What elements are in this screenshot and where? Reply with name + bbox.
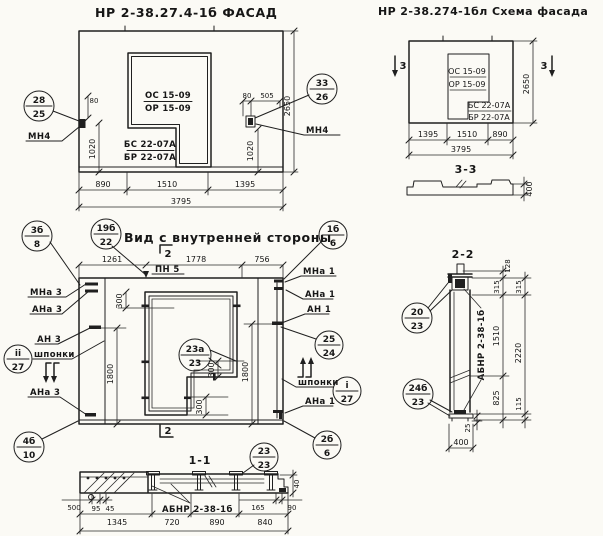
callout-top: 3б	[30, 226, 44, 236]
inner-dim-1800-right: 1800	[241, 361, 250, 383]
s11-dim-45: 45	[105, 505, 115, 513]
s11-right-support	[279, 488, 286, 492]
callout-19b-22	[91, 219, 146, 275]
schema-title: НР 2-38.274-1бл Схема фасада	[378, 5, 589, 18]
svg-text:АБНР 2-38-1б: АБНР 2-38-1б	[162, 505, 233, 515]
s22-base-plate	[449, 414, 473, 418]
facade-dim-3795: 3795	[170, 197, 192, 206]
callout-25-24	[281, 327, 343, 359]
s22-dim-1510: 1510	[492, 325, 501, 347]
inner-dim-1261: 1261	[101, 255, 123, 264]
svg-text:шпонки: шпонки	[298, 378, 339, 388]
section-2-2	[402, 248, 531, 452]
callout-bottom: 24	[322, 349, 336, 359]
callout-top: 33	[315, 79, 329, 89]
s11-dim-165: 165	[251, 504, 265, 512]
callout-ii-27	[4, 345, 32, 373]
section-marker-2-bottom	[160, 425, 173, 437]
callout-top: i	[345, 381, 349, 391]
s11-dim-90: 90	[287, 504, 297, 512]
callout-bottom: 6	[329, 239, 337, 249]
facade-window-label-bs: БС 22-07А	[123, 140, 177, 150]
anchor-bar-right-4b	[279, 413, 282, 419]
s22-dim-25: 25	[464, 423, 472, 433]
callout-top: 28	[32, 96, 46, 106]
anchor-bar-left-1	[85, 283, 98, 286]
s11-dim-95: 95	[91, 505, 101, 513]
callout-23-23	[243, 443, 278, 473]
facade-dim-80-left: 80	[89, 97, 99, 105]
facade-callout-left	[24, 91, 79, 121]
callout-top: 20	[410, 308, 424, 318]
inner-view	[4, 219, 361, 462]
s22-abnr-label	[464, 289, 487, 410]
inner-dim-756: 756	[254, 255, 270, 264]
section-1-1-title: 1-1	[188, 454, 212, 467]
callout-20-23	[402, 283, 452, 333]
callout-top: 23	[257, 447, 271, 457]
anchor-bar-left-3	[89, 326, 101, 330]
s11-dim-500: 500	[67, 504, 81, 512]
callout-top: ii	[14, 349, 22, 359]
rebar-dot	[87, 477, 90, 480]
svg-text:ПН 5: ПН 5	[155, 265, 180, 275]
callout-bottom: 27	[340, 395, 354, 405]
s22-bottom-anchor	[454, 410, 466, 414]
inner-dim-ticks	[76, 262, 286, 427]
rebar-dot	[114, 477, 117, 480]
rebar-dot	[123, 477, 126, 480]
facade-dim-505: 505	[260, 92, 274, 100]
schema-label-bs: БС 22-07А	[467, 101, 511, 110]
callout-24b-23	[403, 379, 452, 416]
callout-top: 25	[322, 335, 336, 345]
s11-hatch	[80, 473, 148, 493]
inner-dim-300-a: 300	[115, 293, 124, 309]
svg-text:шпонки: шпонки	[34, 350, 75, 360]
anchor-bar-left-2	[85, 290, 98, 293]
frame-tick-3	[142, 397, 149, 400]
facade-anchor-right-fill	[248, 118, 253, 125]
schema-dim-1395: 1395	[417, 130, 439, 139]
callout-bottom: 6	[323, 449, 331, 459]
facade-dim-80-right: 80	[242, 92, 252, 100]
anchor-bar-right-2	[274, 287, 283, 290]
svg-text:МН4: МН4	[28, 132, 51, 142]
section-arrow-icon	[43, 376, 57, 383]
s11-sill-lines	[160, 476, 264, 487]
s22-stem	[457, 264, 464, 274]
pn5-label	[143, 265, 184, 278]
inner-dim-300-c: 300	[195, 399, 204, 415]
s22-anchor-fill	[455, 279, 465, 288]
svg-text:3: 3	[540, 61, 548, 72]
svg-text:АНа 1: АНа 1	[305, 397, 336, 407]
s22-dim-400: 400	[453, 438, 469, 447]
callout-bottom: 22	[99, 238, 113, 248]
s11-dim-840: 840	[257, 518, 273, 527]
label-ana1	[286, 290, 335, 300]
inner-dim-1800-left: 1800	[106, 363, 115, 385]
s22-dim-115: 115	[515, 397, 523, 411]
s22-plate-hatch	[448, 274, 452, 283]
callout-top: 19б	[96, 224, 116, 234]
s11-dim-720: 720	[164, 518, 180, 527]
section-arrow-icon	[300, 357, 314, 364]
anchor-bar-right-4	[273, 410, 283, 413]
callout-top: 2б	[320, 435, 334, 445]
facade-window-label-or: ОР 15-09	[145, 104, 191, 114]
frame-tick-1	[142, 305, 149, 308]
inner-dim-300-b: 300	[207, 362, 216, 378]
schema-section-marker-left	[392, 56, 407, 77]
section-marker-1-left	[43, 363, 59, 383]
svg-text:АНа 3: АНа 3	[30, 388, 61, 398]
svg-text:МН4: МН4	[306, 126, 329, 136]
svg-text:АНа 3: АНа 3	[32, 305, 63, 315]
facade-anchor-left-mark	[80, 119, 86, 128]
facade-view	[24, 5, 340, 211]
callout-bottom: 26	[315, 93, 329, 103]
schema-dim-890: 890	[492, 130, 508, 139]
s22-column-detail	[450, 292, 470, 410]
inner-view-title: Вид с внутренней стороны	[124, 230, 332, 245]
s22-column-sides	[450, 290, 470, 412]
callout-4b-10	[14, 421, 78, 462]
schema-dim-3795: 3795	[450, 145, 472, 154]
callout-top: 24б	[408, 384, 428, 394]
s11-bar-outline	[80, 472, 288, 493]
svg-text:АНа 1: АНа 1	[305, 290, 336, 300]
inner-dimension-lines	[79, 265, 283, 424]
pn5-arrow-icon	[143, 271, 149, 278]
schema-dim-1510: 1510	[456, 130, 478, 139]
label-an1	[279, 305, 331, 324]
schema-dimension-lines	[409, 41, 537, 159]
schema-label-os: ОС 15-09	[448, 67, 486, 76]
facade-title: НР 2-38.27.4-1б ФАСАД	[95, 5, 278, 20]
inner-dim-1778: 1778	[185, 255, 207, 264]
s11-dim-890: 890	[209, 518, 225, 527]
schema-section-marker-right	[541, 56, 555, 77]
section-3-3-title: 3-3	[454, 163, 478, 176]
section-marker-2-top	[160, 245, 172, 260]
svg-text:АН 1: АН 1	[307, 305, 332, 315]
facade-dimension-lines	[79, 31, 298, 211]
section-arrow-icon	[392, 70, 398, 77]
svg-text:МНа 1: МНа 1	[303, 267, 336, 277]
rebar-dot	[105, 477, 108, 480]
s22-dim-315-a: 315	[493, 280, 501, 294]
frame-tick-2	[142, 361, 149, 364]
facade-dim-890: 890	[95, 180, 111, 189]
s22-dim-315-b: 315	[515, 280, 523, 294]
svg-text:2: 2	[164, 426, 172, 437]
label-mna3	[28, 284, 86, 298]
section-marker-1-right	[298, 357, 314, 377]
facade-window-label-br: БР 22-07А	[123, 153, 177, 163]
callout-top: 1б	[326, 225, 340, 235]
section-arrow-icon	[549, 70, 555, 77]
svg-text:АБНР 2-38-1б: АБНР 2-38-1б	[477, 309, 487, 381]
callout-2b-6	[284, 421, 341, 459]
svg-text:2: 2	[164, 249, 172, 260]
s11-dim-1345: 1345	[106, 518, 128, 527]
schema-label-br: БР 22-07А	[468, 113, 510, 122]
callout-bottom: 8	[33, 240, 41, 250]
rebar-dot	[96, 477, 99, 480]
svg-text:3: 3	[399, 61, 407, 72]
callout-top: 23а	[185, 345, 205, 355]
callout-bottom: 23	[188, 359, 202, 369]
s11-dim-40: 40	[293, 479, 301, 489]
callout-3b-8	[22, 221, 80, 285]
schema-dim-2650: 2650	[522, 73, 531, 95]
facade-mn4-left-label	[26, 127, 79, 142]
facade-dim-1020-right: 1020	[246, 140, 255, 162]
label-ana3-bottom	[28, 388, 87, 415]
schema-label-or: ОР 15-09	[448, 80, 486, 89]
facade-dim-1020-left: 1020	[88, 138, 97, 160]
label-an3	[35, 328, 90, 345]
section-3-3-dim-400: 400	[525, 181, 534, 197]
s22-dim-825: 825	[492, 390, 501, 406]
callout-i-27	[333, 377, 361, 405]
schema-view	[378, 5, 588, 159]
section-1-1	[62, 443, 302, 534]
s22-dim-2220: 2220	[514, 342, 523, 364]
callout-bottom: 25	[32, 110, 46, 120]
s22-dim-128: 128	[504, 259, 512, 273]
label-shponki-right	[282, 378, 339, 388]
svg-text:АН 3: АН 3	[37, 335, 62, 345]
callout-bottom: 27	[11, 363, 25, 373]
callout-bottom: 10	[22, 451, 36, 461]
section-2-2-title: 2-2	[451, 248, 475, 261]
callout-bottom: 23	[410, 322, 424, 332]
frame-tick-4	[234, 305, 241, 308]
facade-window-label-os: ОС 15-09	[144, 91, 192, 101]
label-mna1	[285, 267, 336, 282]
callout-bottom: 23	[257, 461, 271, 471]
s11-abnr-label	[152, 484, 233, 515]
facade-dim-1395: 1395	[234, 180, 256, 189]
section-3-3	[407, 163, 534, 201]
facade-dim-2650: 2650	[283, 95, 292, 117]
callout-top: 4б	[22, 437, 36, 447]
facade-mn4-right-label	[256, 124, 340, 136]
svg-text:МНа 3: МНа 3	[30, 288, 63, 298]
callout-bottom: 23	[411, 398, 425, 408]
anchor-bar-right-1	[274, 280, 283, 283]
label-ana1-bottom	[285, 397, 335, 413]
facade-dim-1510: 1510	[156, 180, 178, 189]
